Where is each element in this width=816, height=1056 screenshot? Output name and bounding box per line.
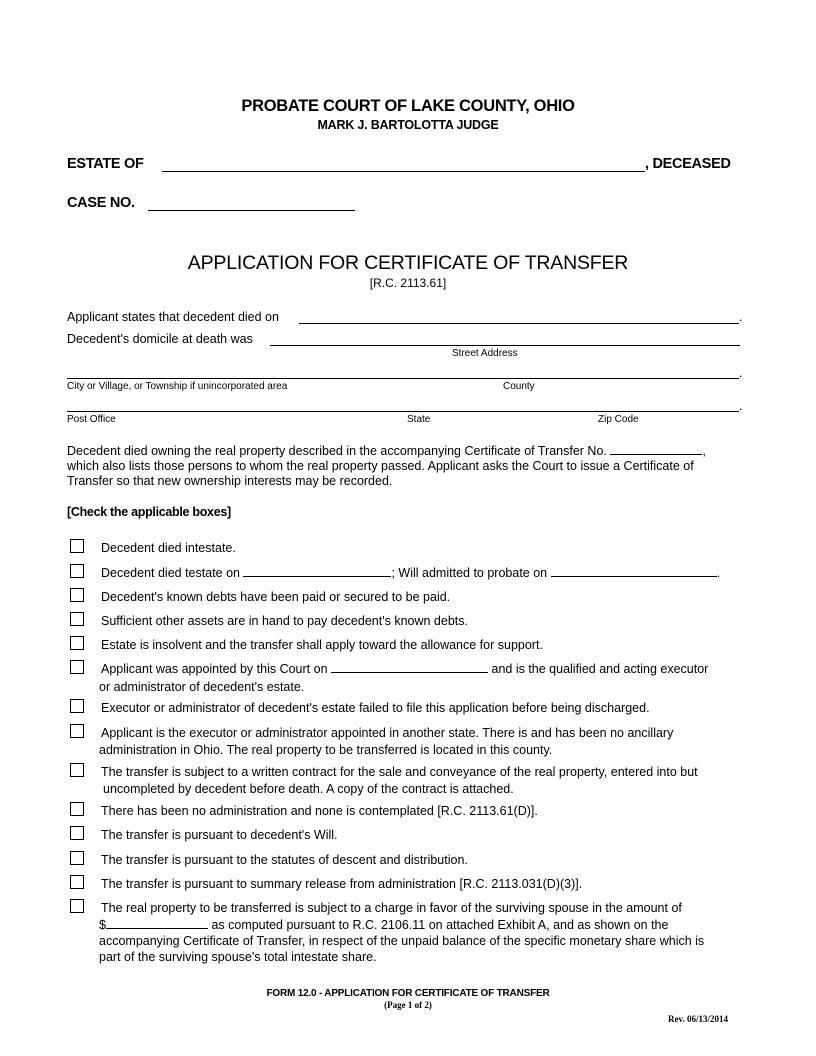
item-no-administration: There has been no administration and none is contemplated [R.C. 2113.61(D)].: [101, 804, 538, 818]
domicile-label: Decedent's domicile at death was: [67, 332, 253, 346]
estate-label: ESTATE OF: [67, 156, 144, 172]
checkbox-testate[interactable]: [70, 564, 84, 578]
will-admitted-date-field[interactable]: [551, 566, 717, 577]
checkbox-written-contract[interactable]: [70, 763, 84, 777]
court-title: PROBATE COURT OF LAKE COUNTY, OHIO: [241, 97, 575, 115]
period: .: [739, 310, 743, 324]
paragraph-line-2: which also lists those persons to whom the real property passed. Applicant asks the Court to issue a Certificate of: [67, 459, 694, 473]
form-statute: [R.C. 2113.61]: [369, 276, 447, 290]
street-address-caption: Street Address: [452, 348, 518, 359]
item-written-contract-line-1: The transfer is subject to a written contract for the sale and conveyance of the real property, entered into but: [101, 765, 698, 779]
checkbox-insolvent[interactable]: [70, 636, 84, 650]
checkbox-appointed[interactable]: [70, 660, 84, 674]
item-written-contract-line-2: uncompleted by decedent before death. A copy of the contract is attached.: [103, 782, 514, 796]
checkbox-no-administration[interactable]: [70, 802, 84, 816]
checkbox-sufficient-assets[interactable]: [70, 612, 84, 626]
item-another-state-line-2: administration in Ohio. The real property to be transferred is located in this county.: [99, 743, 553, 757]
deceased-label: , DECEASED: [645, 156, 731, 172]
checkbox-pursuant-will[interactable]: [70, 826, 84, 840]
item-insolvent: Estate is insolvent and the transfer shall apply toward the allowance for support.: [101, 638, 543, 652]
period: .: [739, 366, 743, 380]
executor-text: and is the qualified and acting executor: [491, 662, 709, 676]
case-no-field[interactable]: [148, 210, 355, 211]
checkbox-summary-release[interactable]: [70, 875, 84, 889]
appointed-text: Applicant was appointed by this Court on: [101, 662, 328, 676]
spouse-charge-amount-field[interactable]: [106, 918, 208, 929]
footer-page-number: (Page 1 of 2): [384, 1000, 432, 1010]
item-surviving-spouse-line-3: accompanying Certificate of Transfer, in respect of the unpaid balance of the specific monetary share which is: [99, 934, 705, 948]
city-county-field[interactable]: [67, 378, 739, 379]
comma: ,: [702, 444, 706, 458]
footer-form-name: FORM 12.0 - APPLICATION FOR CERTIFICATE OF TRANSFER: [266, 988, 550, 999]
item-descent-distribution: The transfer is pursuant to the statutes of descent and distribution.: [101, 853, 468, 867]
item-appointed-line-2: or administrator of decedent's estate.: [99, 680, 305, 694]
checkbox-intestate[interactable]: [70, 539, 84, 553]
checkbox-failed-to-file[interactable]: [70, 699, 84, 713]
zip-caption: Zip Code: [598, 414, 639, 425]
case-no-label: CASE NO.: [67, 195, 135, 211]
item-surviving-spouse-line-2: [99, 918, 668, 932]
city-caption: City or Village, or Township if unincorporated area: [67, 381, 288, 392]
checkbox-debts-paid[interactable]: [70, 588, 84, 602]
county-caption: County: [503, 381, 535, 392]
paragraph-text: Decedent died owning the real property described in the accompanying Certificate of Transfer No.: [67, 444, 607, 458]
item-surviving-spouse-line-4: part of the surviving spouse's total intestate share.: [99, 950, 377, 964]
post-office-caption: Post Office: [67, 414, 116, 425]
checkbox-another-state[interactable]: [70, 724, 84, 738]
appointment-date-field[interactable]: [331, 662, 488, 673]
testate-text: Decedent died testate on: [101, 566, 240, 580]
paragraph-line-1: [67, 444, 706, 458]
testate-date-field[interactable]: [243, 566, 391, 577]
item-another-state-line-1: Applicant is the executor or administrator appointed in another state. There is and has been no ancillary: [101, 726, 674, 740]
dollar-sign: $: [99, 918, 106, 932]
item-intestate: Decedent died intestate.: [101, 541, 236, 555]
checkbox-descent-distribution[interactable]: [70, 851, 84, 865]
item-surviving-spouse-line-1: The real property to be transferred is subject to a charge in favor of the surviving spouse in the amount of: [101, 901, 682, 915]
paragraph-line-3: Transfer so that new ownership interests may be recorded.: [67, 474, 393, 488]
item-failed-to-file: Executor or administrator of decedent's estate failed to file this application before being discharged.: [101, 701, 650, 715]
form-title: APPLICATION FOR CERTIFICATE OF TRANSFER: [187, 252, 629, 274]
item-appointed: [101, 662, 708, 676]
state-caption: State: [407, 414, 431, 425]
item-summary-release: The transfer is pursuant to summary release from administration [R.C. 2113.031(D)(3)].: [101, 877, 583, 891]
item-debts-paid: Decedent's known debts have been paid or secured to be paid.: [101, 590, 451, 604]
footer-revision: Rev. 06/13/2014: [668, 1014, 728, 1024]
died-on-label: Applicant states that decedent died on: [67, 310, 279, 324]
item-sufficient-assets: Sufficient other assets are in hand to pay decedent's known debts.: [101, 614, 468, 628]
estate-name-field[interactable]: [162, 171, 645, 172]
period: .: [739, 399, 743, 413]
check-heading: [Check the applicable boxes]: [67, 505, 231, 519]
street-address-field[interactable]: [270, 345, 740, 346]
period: .: [716, 566, 721, 580]
date-of-death-field[interactable]: [299, 323, 739, 324]
item-testate: [101, 566, 720, 580]
post-office-state-zip-field[interactable]: [67, 411, 739, 412]
computed-text: as computed pursuant to R.C. 2106.11 on attached Exhibit A, and as shown on the: [211, 918, 669, 932]
will-admitted-text: ; Will admitted to probate on: [391, 566, 548, 580]
item-pursuant-will: The transfer is pursuant to decedent's Will.: [101, 828, 338, 842]
checkbox-surviving-spouse[interactable]: [70, 899, 84, 913]
judge-name: MARK J. BARTOLOTTA JUDGE: [317, 118, 499, 132]
certificate-number-field[interactable]: [610, 444, 702, 455]
